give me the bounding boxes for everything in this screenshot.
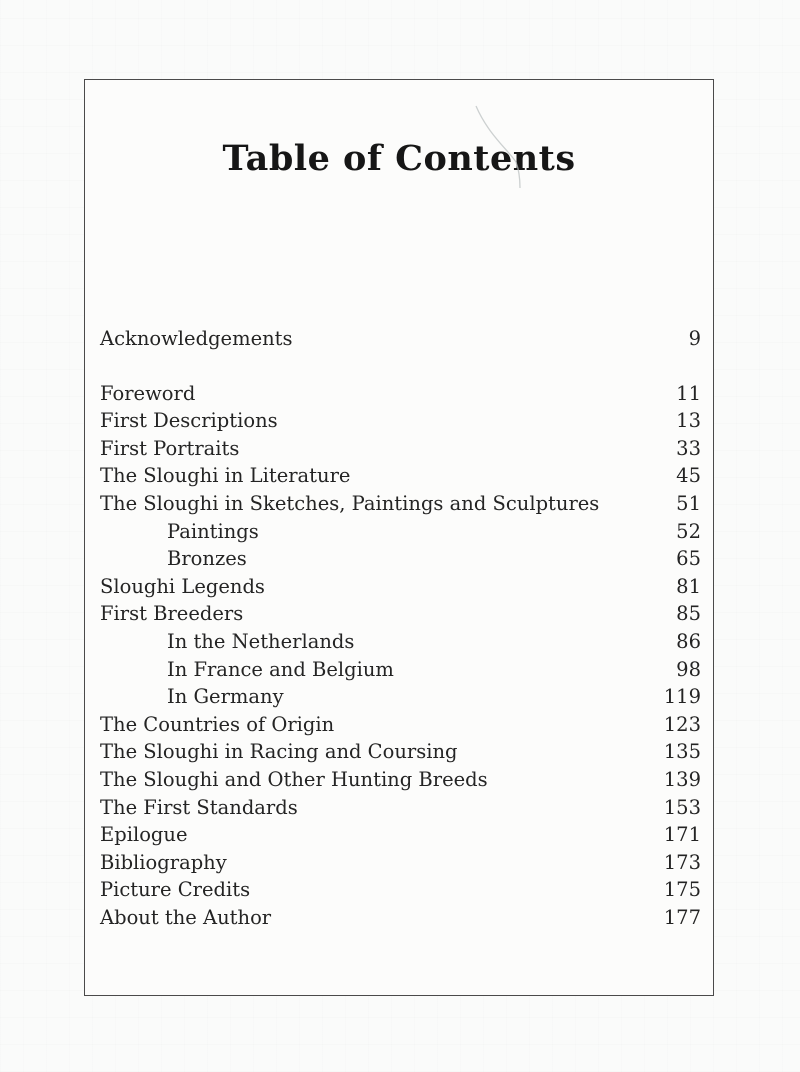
toc-row bbox=[100, 876, 701, 904]
toc-entry-label: In the Netherlands bbox=[167, 630, 355, 654]
toc-entry-page-number: 45 bbox=[676, 464, 701, 488]
toc-row bbox=[100, 545, 701, 573]
toc-entry-page-number: 52 bbox=[676, 519, 701, 543]
toc-entry-page-number: 86 bbox=[676, 630, 701, 654]
toc-list bbox=[100, 325, 701, 932]
toc-entry-label: In Germany bbox=[167, 685, 284, 709]
page-border-frame bbox=[84, 79, 714, 996]
toc-row bbox=[100, 904, 701, 932]
toc-entry-label: The Sloughi in Literature bbox=[100, 464, 351, 488]
toc-row bbox=[100, 683, 701, 711]
toc-row bbox=[100, 600, 701, 628]
toc-row bbox=[100, 656, 701, 684]
toc-entry-label: First Portraits bbox=[100, 436, 240, 460]
toc-entry-page-number: 175 bbox=[663, 878, 701, 902]
toc-entry-label: Foreword bbox=[100, 381, 196, 405]
page-title: Table of Contents bbox=[222, 138, 576, 179]
toc-entry-label: The First Standards bbox=[100, 795, 298, 819]
toc-entry-label: Epilogue bbox=[100, 823, 188, 847]
toc-entry-page-number: 153 bbox=[663, 795, 701, 819]
toc-row bbox=[100, 462, 701, 490]
toc-entry-label: In France and Belgium bbox=[167, 657, 394, 681]
toc-row bbox=[100, 738, 701, 766]
toc-entry-label: First Descriptions bbox=[100, 409, 278, 433]
toc-entry-page-number: 98 bbox=[676, 657, 701, 681]
toc-entry-page-number: 173 bbox=[663, 850, 701, 874]
toc-entry-page-number: 81 bbox=[676, 574, 701, 598]
toc-entry-page-number: 11 bbox=[676, 381, 701, 405]
toc-entry-page-number: 139 bbox=[663, 768, 701, 791]
toc-entry-page-number: 51 bbox=[676, 492, 701, 516]
toc-row bbox=[100, 325, 701, 353]
toc-row bbox=[100, 490, 701, 518]
toc-entry-label: First Breeders bbox=[100, 602, 244, 626]
toc-entry-label: Sloughi Legends bbox=[100, 574, 265, 598]
toc-row bbox=[100, 794, 701, 822]
toc-entry-label: Bronzes bbox=[167, 547, 247, 571]
toc-entry-page-number: 13 bbox=[676, 409, 701, 433]
toc-entry-label: The Countries of Origin bbox=[100, 712, 335, 736]
toc-entry-label: About the Author bbox=[100, 905, 272, 929]
toc-row bbox=[100, 435, 701, 463]
toc-entry-label: Picture Credits bbox=[100, 878, 251, 902]
toc-row bbox=[100, 766, 701, 794]
toc-entry-page-number: 171 bbox=[663, 823, 701, 847]
toc-entry-label: Paintings bbox=[167, 519, 259, 543]
toc-entry-label: Bibliography bbox=[100, 850, 227, 874]
toc-row bbox=[100, 573, 701, 601]
toc-entry-page-number: 65 bbox=[676, 547, 701, 571]
toc-row bbox=[100, 628, 701, 656]
toc-row bbox=[100, 518, 701, 546]
toc-entry-label: The Sloughi and Other Hunting Breeds bbox=[100, 768, 488, 791]
toc-entry-page-number: 123 bbox=[663, 712, 701, 736]
toc-entry-page-number: 135 bbox=[663, 740, 701, 764]
toc-row bbox=[100, 821, 701, 849]
toc-entry-page-number: 85 bbox=[676, 602, 701, 626]
toc-entry-page-number: 119 bbox=[663, 685, 701, 709]
toc-entry-label: The Sloughi in Racing and Coursing bbox=[100, 740, 458, 764]
toc-entry-label: Acknowledgements bbox=[100, 326, 293, 350]
toc-row bbox=[100, 711, 701, 739]
toc-row bbox=[100, 380, 701, 408]
toc-entry-page-number: 177 bbox=[663, 905, 701, 929]
toc-entry-label: The Sloughi in Sketches, Paintings and Sculptures bbox=[100, 492, 600, 516]
toc-entry-page-number: 33 bbox=[676, 436, 701, 460]
toc-row bbox=[100, 849, 701, 877]
toc-row bbox=[100, 407, 701, 435]
toc-entry-page-number: 9 bbox=[688, 326, 701, 350]
